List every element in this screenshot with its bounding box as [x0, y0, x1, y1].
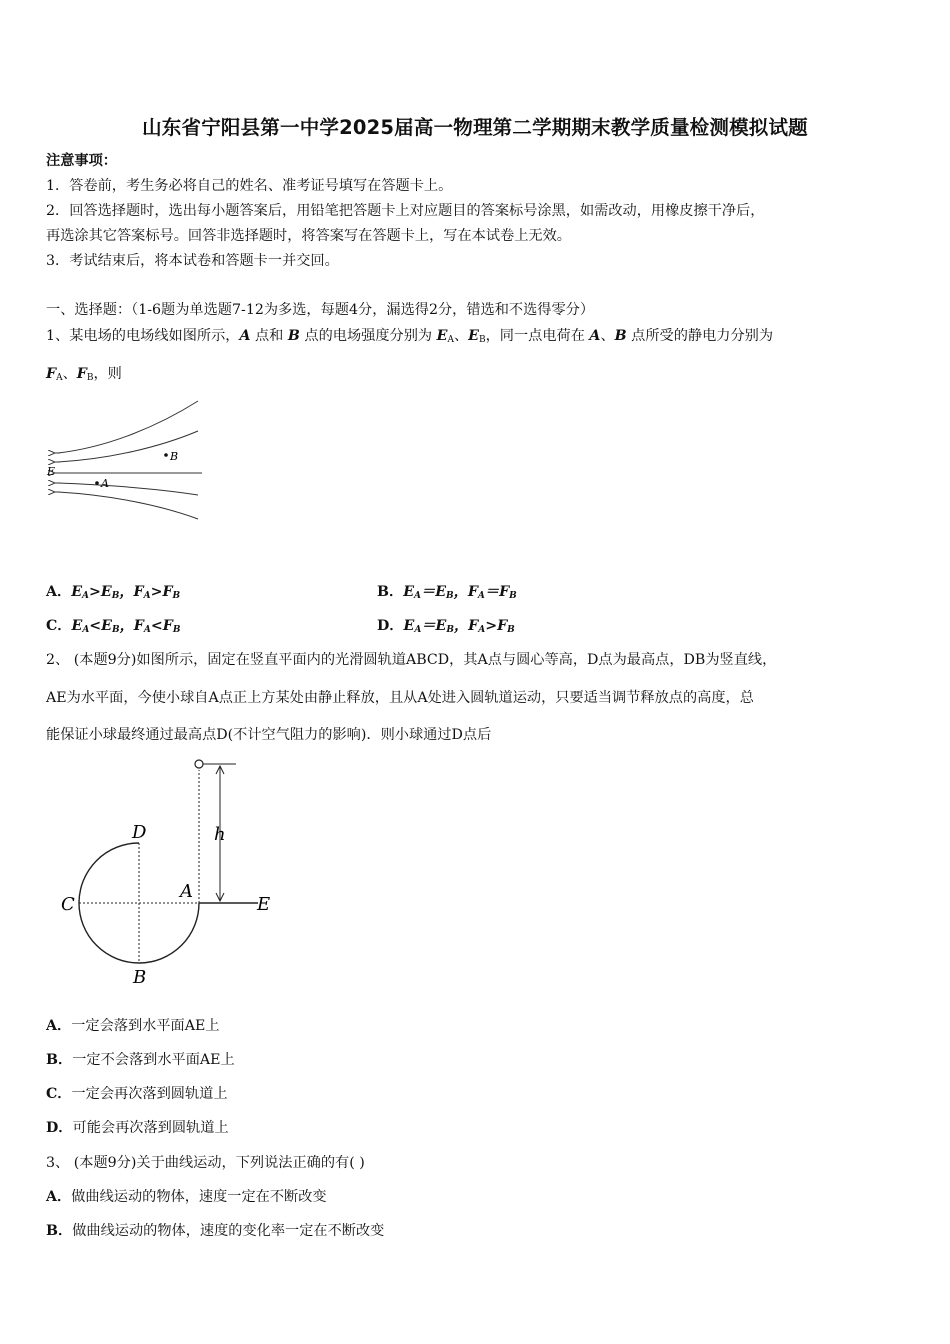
option-text: $E_A=E_B$，$F_A=F_B$ — [403, 584, 517, 601]
notice-item: 1．答卷前，考生务必将自己的姓名、准考证号填写在答题卡上。 — [46, 178, 453, 194]
question-1-stem — [46, 327, 773, 349]
option-text: 做曲线运动的物体，速度的变化率一定在不断改变 — [72, 1223, 385, 1239]
q1-text: 、 — [600, 328, 615, 344]
circular-track-figure — [50, 752, 280, 992]
option-text: $E_A<E_B$，$F_A<F_B$ — [71, 618, 181, 635]
option-text: 做曲线运动的物体，速度一定在不断改变 — [71, 1189, 327, 1205]
label-h: h — [214, 824, 226, 845]
notice-item: 2．回答选择题时，选出每小题答案后，用铅笔把答题卡上对应题目的答案标号涂黑，如需改动，用橡皮擦干净后， — [46, 203, 765, 219]
option-label: A． — [46, 1189, 72, 1205]
q1-sub: A — [56, 373, 63, 383]
q2-option-c[interactable] — [46, 1085, 228, 1103]
q1-text: 点和 — [250, 328, 288, 344]
q1-var: F — [46, 366, 57, 382]
q1-option-c[interactable] — [46, 617, 180, 639]
label-b: B — [133, 967, 147, 988]
notice-item: 3．考试结束后，将本试卷和答题卡一并交回。 — [46, 253, 339, 269]
option-label: B． — [377, 584, 404, 600]
q1-text: 1、某电场的电场线如图所示， — [46, 328, 240, 344]
q1-var: E — [468, 328, 479, 344]
q1-sub: A — [447, 335, 454, 345]
option-label: C． — [46, 1086, 72, 1102]
question-2-stem: 能保证小球最终通过最高点D(不计空气阻力的影响)．则小球通过D点后 — [46, 727, 492, 743]
label-b: B — [170, 450, 179, 463]
label-a: A — [101, 477, 109, 490]
point-a — [95, 481, 99, 485]
option-text: 可能会再次落到圆轨道上 — [72, 1120, 229, 1136]
q1-text: 点所受的静电力分别为 — [626, 328, 774, 344]
q1-text: 点的电场强度分别为 — [299, 328, 437, 344]
q1-option-d[interactable] — [377, 617, 515, 639]
question-2-stem: 2、 (本题9分)如图所示，固定在竖直平面内的光滑圆轨道ABCD，其A点与圆心等高，D点为最高点，DB为竖直线， — [46, 652, 777, 668]
option-text: 一定会落到水平面AE上 — [71, 1018, 220, 1034]
section-heading: 一、选择题：（1-6题为单选题7-12为多选，每题4分，漏选得2分，错选和不选得零分） — [46, 302, 595, 318]
q1-sub: B — [478, 335, 486, 345]
field-line — [58, 492, 198, 519]
page-title: 山东省宁阳县第一中学2025届高一物理第二学期期末教学质量检测模拟试题 — [142, 116, 808, 139]
q1-text: ，同一点电荷在 — [485, 328, 590, 344]
option-text: 一定会再次落到圆轨道上 — [71, 1086, 228, 1102]
q1-text: ，则 — [93, 366, 122, 382]
option-label: D． — [377, 618, 404, 634]
option-text: 一定不会落到水平面AE上 — [72, 1052, 235, 1068]
label-e: E — [47, 465, 56, 478]
field-line — [58, 401, 198, 453]
q1-option-a[interactable] — [46, 583, 180, 605]
option-text: $E_A=E_B$，$F_A>F_B$ — [403, 618, 515, 635]
q1-sub: B — [86, 373, 94, 383]
question-2-stem: AE为水平面，今使小球自A点正上方某处由静止释放，且从A处进入圆轨道运动，只要适当调节释放点的高度，总 — [46, 690, 754, 706]
option-label: D． — [46, 1120, 73, 1136]
question-1-stem-line2 — [46, 365, 122, 387]
q2-option-d[interactable] — [46, 1119, 229, 1137]
q1-var: E — [436, 328, 448, 344]
option-label: C． — [46, 618, 72, 634]
ball — [195, 760, 203, 768]
q3-option-a[interactable] — [46, 1188, 327, 1206]
notice-heading: 注意事项： — [46, 153, 117, 169]
q1-var: B — [287, 328, 300, 344]
option-label: B． — [46, 1052, 73, 1068]
q1-var: F — [76, 366, 87, 382]
q1-text: 、 — [62, 366, 77, 382]
point-b — [164, 453, 168, 457]
question-3-stem: 3、 (本题9分)关于曲线运动，下列说法正确的有( ) — [46, 1155, 365, 1171]
option-text: $E_A>E_B$，$F_A>F_B$ — [71, 584, 181, 601]
q1-var: A — [589, 328, 601, 344]
electric-field-figure — [40, 395, 210, 530]
label-d: D — [132, 822, 147, 843]
q2-option-a[interactable] — [46, 1017, 220, 1035]
q1-var: A — [239, 328, 251, 344]
notice-item: 再选涂其它答案标号。回答非选择题时，将答案写在答题卡上，写在本试卷上无效。 — [46, 228, 571, 244]
q1-option-b[interactable] — [377, 583, 517, 605]
q1-var: B — [614, 328, 627, 344]
label-e: E — [257, 894, 271, 915]
q3-option-b[interactable] — [46, 1222, 384, 1240]
q2-option-b[interactable] — [46, 1051, 235, 1069]
option-label: B． — [46, 1223, 73, 1239]
q1-text: 、 — [453, 328, 469, 344]
label-c: C — [61, 894, 75, 915]
label-a: A — [180, 881, 193, 902]
option-label: A． — [46, 1018, 72, 1034]
option-label: A． — [46, 584, 72, 600]
